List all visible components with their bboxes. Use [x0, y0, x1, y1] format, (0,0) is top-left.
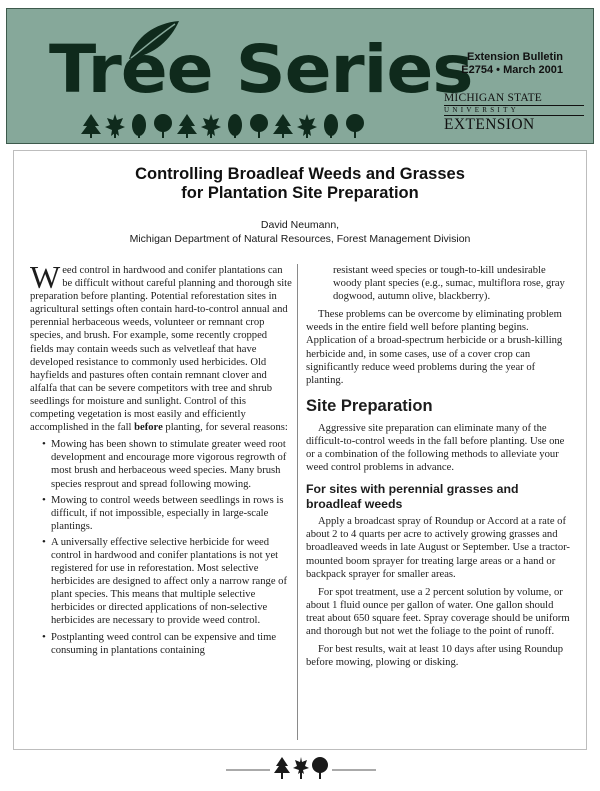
header: [0, 0, 600, 146]
spot-treatment-paragraph: For spot treatment, use a 2 percent solution by volume, or about 1 fluid ounce per gallon of water. One gallon should treat about 650 square feet. Spray coverage should be uniform and thorough but not wet the foliage to the point of runoff.: [306, 586, 570, 637]
author-block: [0, 218, 600, 246]
perennial-sites-heading: For sites with perennial grasses and broadleaf weeds: [306, 482, 519, 512]
problems-paragraph: These problems can be overcome by eliminating problem weeds in the entire field well before planting begins. Application of a broad-spectrum herbicide or a brush-killing herbicide and, in some cases, use of a cover crop can significantly reduce weed problems during the year of planting.: [306, 309, 563, 386]
deciduous-tree-icon: [312, 757, 328, 779]
footer-ornament: [226, 754, 376, 784]
author-affiliation: Michigan Department of Natural Resources, Forest Management Division: [129, 233, 471, 245]
tree-icon-row: [79, 113, 369, 139]
column-divider: [297, 264, 298, 740]
document-title: [0, 165, 600, 203]
deciduous-tree-icon: [250, 114, 268, 138]
roundup-paragraph: Apply a broadcast spray of Roundup or Accord at a rate of about 2 to 4 quarts per acre to actively growing grasses and broadleaved weeds in late August or September. Use a tractor-mounted boom sprayer for treating large areas or a hand or backpack sprayer for smaller areas.: [306, 516, 570, 580]
list-item: • A universally effective selective herbicide for weed control in hardwood and conifer plantations is not yet registered for use in reforestation. Most selective herbicides are designed to affect only a narrow range of plant species. This means that multiple selective herbicides or directed applications of non-selective herbicides are necessary to provide weed control.: [42, 536, 292, 628]
msu-line1: MICHIGAN STATE: [444, 92, 543, 104]
intro-paragraph: [30, 259, 292, 434]
bullet-continuation: resistant weed species or tough-to-kill undesirable woody plant species (e.g., sumac, multiflora rose, gray dogwood, autumn olive, blackberry).: [333, 265, 565, 303]
bulletin-info: [461, 51, 563, 77]
series-title: Tree Series: [49, 31, 473, 108]
bulletin-number: E2754 • March 2001: [461, 64, 563, 76]
maple-leaf-icon: [293, 757, 309, 779]
author-name: David Neumann,: [260, 219, 340, 231]
maple-leaf-icon: [105, 114, 125, 138]
list-item: • Postplanting weed control can be expensive and time consuming in plantations containing: [42, 631, 292, 657]
conifer-icon: [273, 114, 293, 138]
best-results-paragraph: For best results, wait at least 10 days after using Roundup before mowing, plowing or disking.: [306, 644, 564, 669]
maple-leaf-icon: [297, 114, 317, 138]
reasons-list: [30, 438, 292, 657]
left-column: [30, 259, 292, 660]
site-preparation-paragraph: Aggressive site preparation can eliminate many of the difficult-to-control weeds in the fall before planting. Use one or a combination of the following methods to alleviate your weed control problems in advance.: [306, 422, 565, 474]
oak-leaf-icon: [324, 114, 338, 138]
conifer-icon: [177, 114, 197, 138]
deciduous-tree-icon: [154, 114, 172, 138]
msu-extension-logo: [444, 92, 584, 133]
intro-text-b: planting, for several reasons:: [162, 422, 288, 434]
maple-leaf-icon: [201, 114, 221, 138]
title-line1: Controlling Broadleaf Weeds and Grasses: [135, 165, 465, 183]
list-item: • Mowing has been shown to stimulate greater weed root development and encourage more vigorous regrowth of most brush and herbaceous weed species. Many brush species resprout and spread following mowing.: [42, 438, 292, 490]
oak-leaf-icon: [228, 114, 242, 138]
oak-leaf-icon: [132, 114, 146, 138]
list-item: • Mowing to control weeds between seedlings in rows is difficult, if not impossible, especially in large-scale plantings.: [42, 494, 292, 533]
intro-emphasis: before: [134, 422, 163, 434]
site-preparation-heading: Site Preparation: [306, 396, 433, 415]
title-line2: for Plantation Site Preparation: [181, 184, 419, 202]
conifer-icon: [274, 757, 290, 779]
intro-text-a: eed control in hardwood and conifer plantations can be difficult without careful planning and thorough site preparation before planting. Potential reforestation sites in agricultural settings often contain hard-to-control annual and perennial herbaceous weeds, volunteer or remnant crop species, and brush. For example, some recently cropped fields may contain weeds such as velvetleaf that have developed resistance to commonly used herbicides. Old hayfields and pastures often contain remnant clover and alfalfa that can be severe competitors with tree and shrub seedlings for moisture and sunlight. Control of this competing vegetation is most easily and efficiently accomplished in the fall: [30, 265, 292, 434]
drop-cap: W: [30, 259, 61, 295]
msu-line3: EXTENSION: [444, 116, 535, 133]
bulletin-label: Extension Bulletin: [467, 51, 563, 63]
deciduous-tree-icon: [346, 114, 364, 138]
msu-line2: UNIVERSITY: [444, 105, 584, 116]
right-column: [306, 264, 572, 669]
conifer-icon: [81, 114, 101, 138]
